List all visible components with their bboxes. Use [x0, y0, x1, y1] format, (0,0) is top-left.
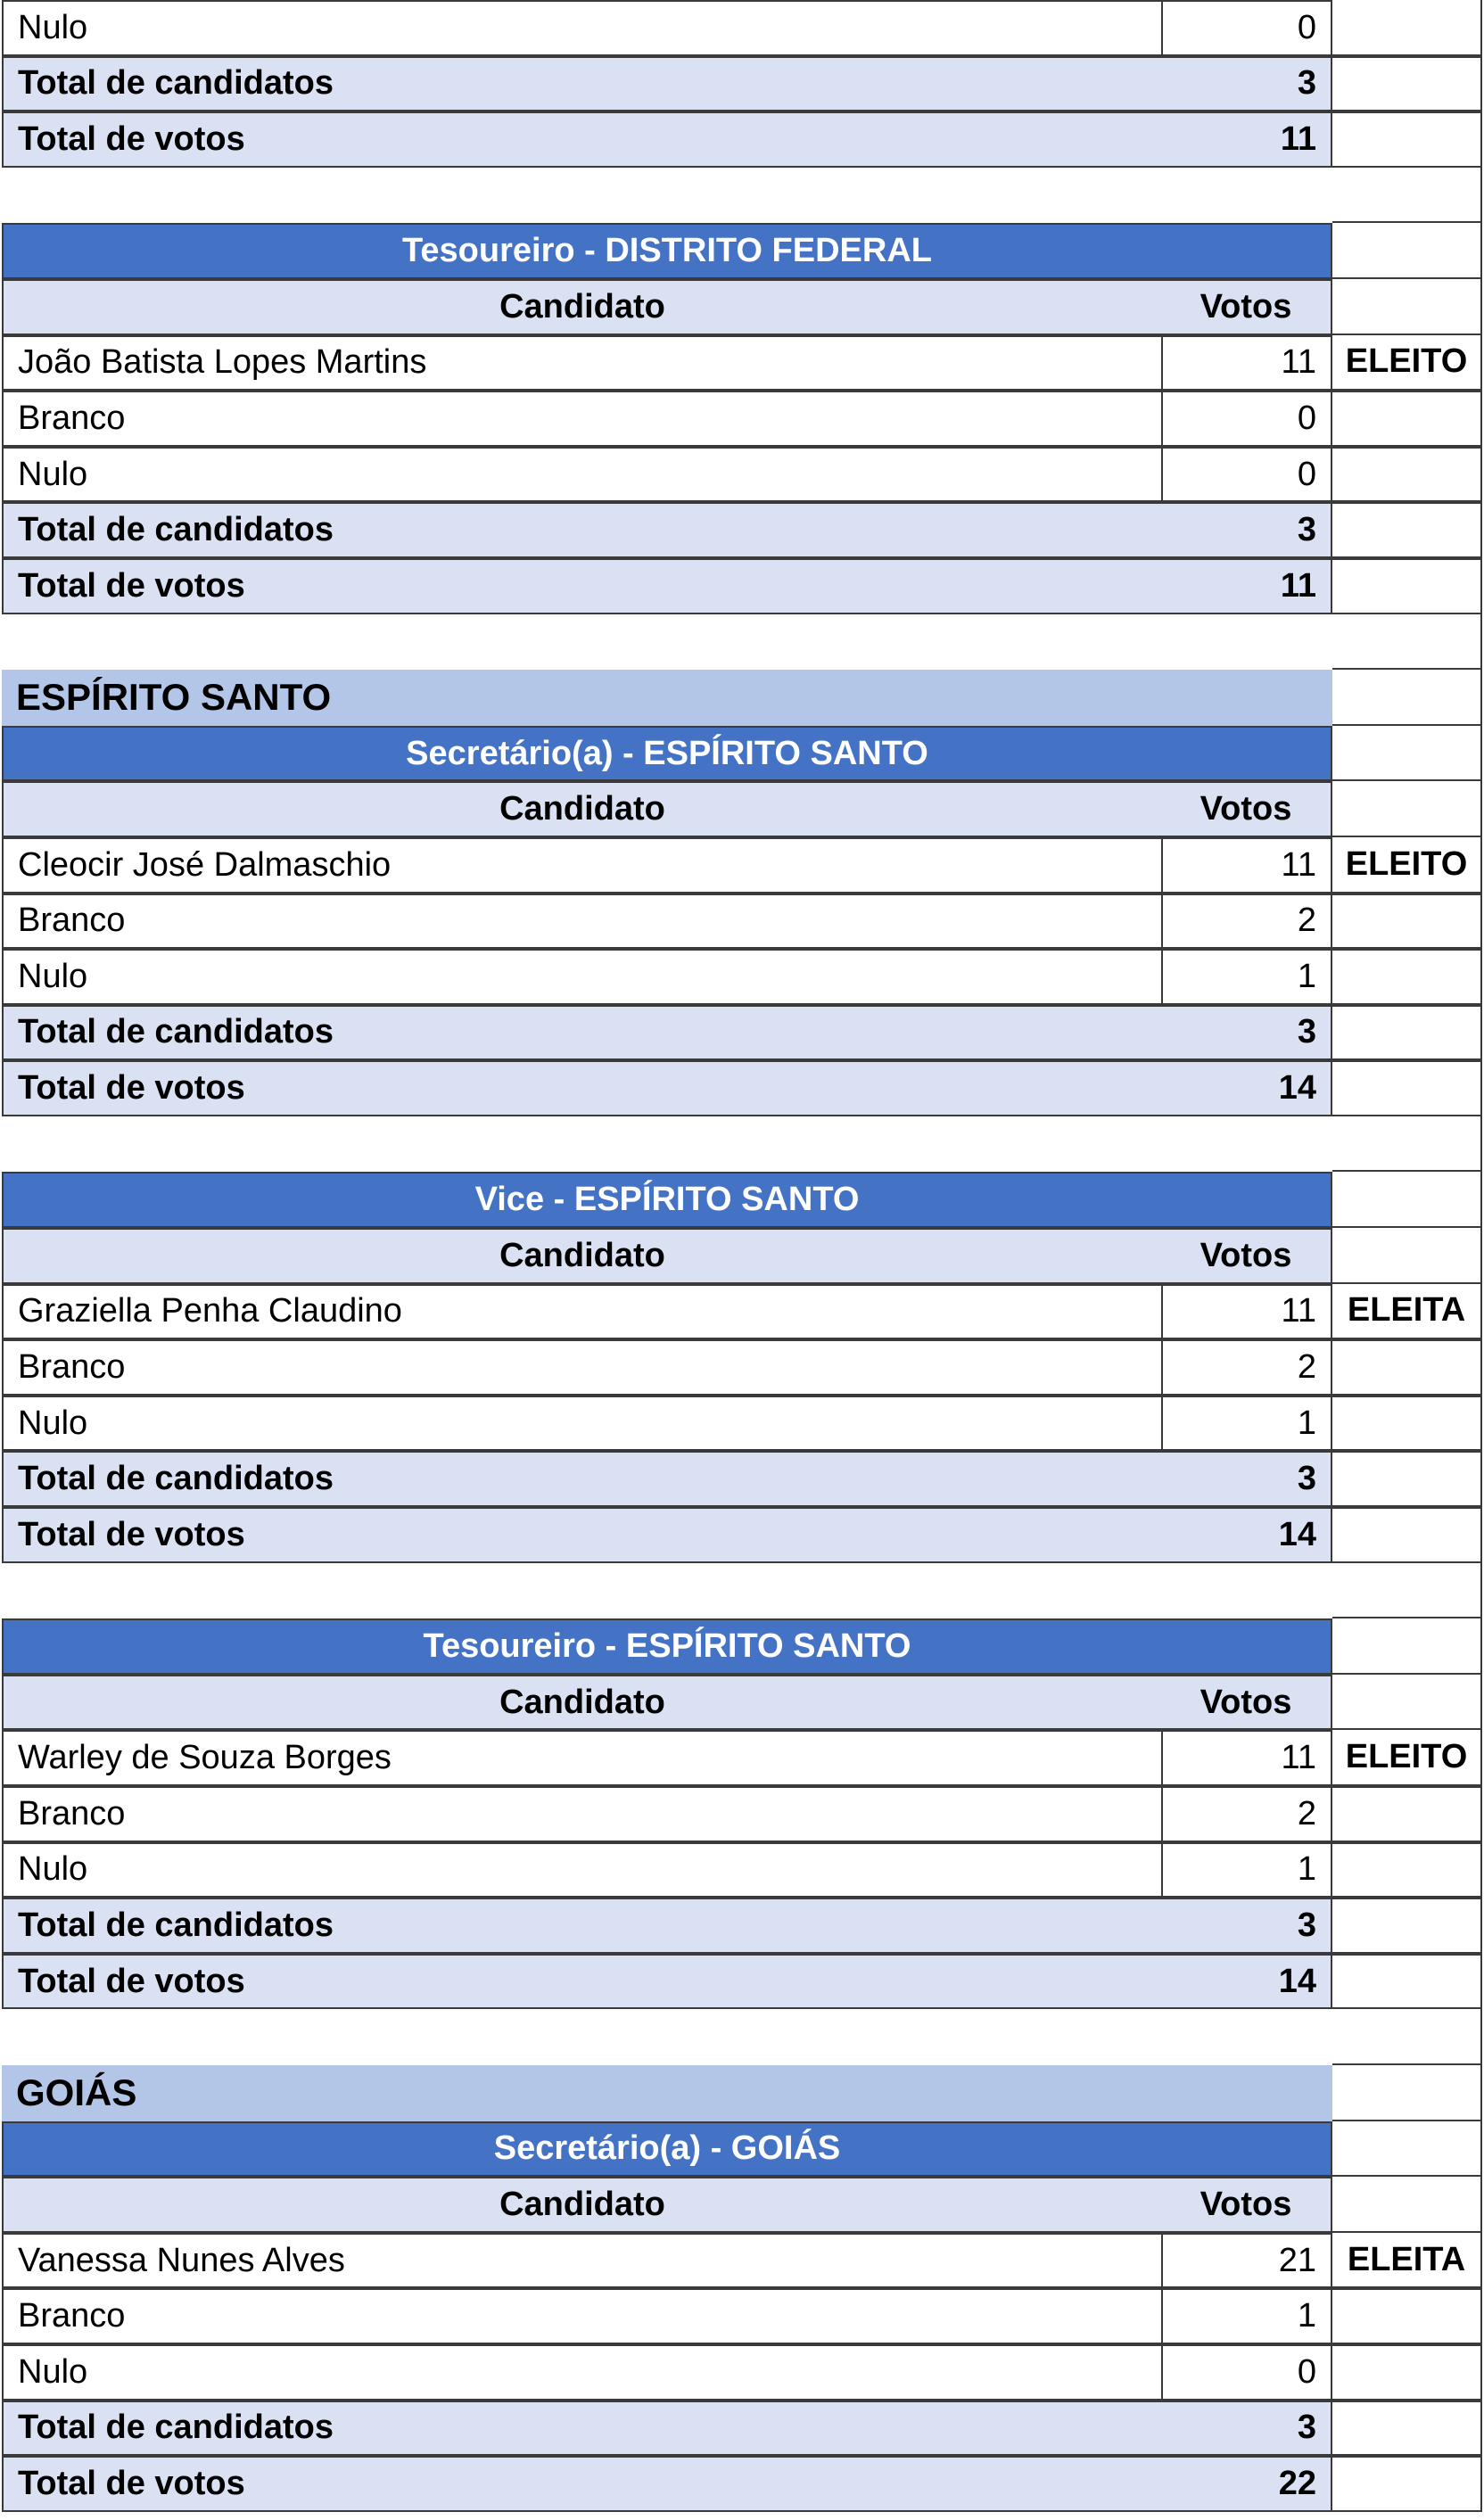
- table-title[interactable]: Secretário(a) - GOIÁS: [2, 2121, 1332, 2178]
- table-row: [0, 1842, 1484, 1898]
- table-total-row: [0, 111, 1484, 168]
- table-row: [0, 1339, 1484, 1396]
- candidate-name-cell[interactable]: Cleocir José Dalmaschio: [2, 837, 1163, 894]
- votes-cell[interactable]: 0: [1161, 2344, 1332, 2401]
- table-header-row: [0, 1675, 1484, 1731]
- table-total-row: [0, 1451, 1484, 1507]
- table-row: [0, 1730, 1484, 1786]
- candidate-name-cell[interactable]: Total de votos: [2, 2456, 1163, 2512]
- result-cell[interactable]: ELEITO: [1332, 1730, 1482, 1786]
- result-cell[interactable]: ELEITO: [1332, 837, 1482, 894]
- result-cell[interactable]: [1332, 1005, 1482, 1061]
- result-cell[interactable]: [1332, 1060, 1482, 1116]
- result-cell[interactable]: [1332, 2401, 1482, 2457]
- result-cell[interactable]: [1332, 1228, 1482, 1284]
- table-header-row: [0, 781, 1484, 837]
- table-title-row: [0, 223, 1484, 279]
- votes-cell[interactable]: 11: [1161, 1730, 1332, 1786]
- candidate-name-cell[interactable]: Total de votos: [2, 558, 1163, 614]
- table-row: [0, 949, 1484, 1005]
- candidate-column-header[interactable]: Candidato: [2, 1228, 1163, 1284]
- state-heading[interactable]: GOIÁS: [2, 2065, 1332, 2121]
- result-cell[interactable]: [1332, 1675, 1482, 1731]
- votes-cell[interactable]: 22: [1161, 2456, 1332, 2512]
- result-cell[interactable]: [1332, 1898, 1482, 1954]
- candidate-name-cell[interactable]: Total de candidatos: [2, 56, 1163, 112]
- table-row: [0, 447, 1484, 503]
- candidate-name-cell[interactable]: Branco: [2, 894, 1163, 950]
- candidate-name-cell[interactable]: Nulo: [2, 447, 1163, 503]
- result-cell[interactable]: [1332, 1563, 1482, 1619]
- table-title[interactable]: Vice - ESPÍRITO SANTO: [2, 1172, 1332, 1228]
- candidate-name-cell[interactable]: Total de candidatos: [2, 1898, 1163, 1954]
- result-cell[interactable]: [1332, 1842, 1482, 1898]
- result-cell[interactable]: [1332, 502, 1482, 558]
- votes-cell[interactable]: 3: [1161, 1005, 1332, 1061]
- candidate-name-cell[interactable]: Total de candidatos: [2, 2401, 1163, 2457]
- result-cell[interactable]: [1332, 614, 1482, 671]
- table-title-row: [0, 726, 1484, 782]
- candidate-name-cell[interactable]: Total de candidatos: [2, 502, 1163, 558]
- spacer-row: [0, 1563, 1484, 1619]
- table-total-row: [0, 1898, 1484, 1954]
- candidate-name-cell[interactable]: Nulo: [2, 0, 1163, 56]
- votes-cell[interactable]: 1: [1161, 1396, 1332, 1452]
- spacer-row: [0, 1116, 1484, 1173]
- table-row: [0, 391, 1484, 447]
- result-cell[interactable]: [1332, 1954, 1482, 2010]
- votes-cell[interactable]: 0: [1161, 391, 1332, 447]
- table-total-row: [0, 502, 1484, 558]
- spacer-row: [0, 614, 1484, 671]
- candidate-name-cell[interactable]: Total de votos: [2, 1507, 1163, 1563]
- result-cell[interactable]: [1332, 1618, 1482, 1675]
- votes-cell[interactable]: 14: [1161, 1954, 1332, 2010]
- votes-column-header[interactable]: Votos: [1161, 1228, 1332, 1284]
- candidate-column-header[interactable]: Candidato: [2, 781, 1163, 837]
- candidate-name-cell[interactable]: Branco: [2, 1339, 1163, 1396]
- votes-cell[interactable]: 21: [1161, 2233, 1332, 2289]
- table-header-row: [0, 279, 1484, 335]
- result-cell[interactable]: [1332, 1172, 1482, 1228]
- votes-cell[interactable]: 2: [1161, 1786, 1332, 1842]
- result-cell[interactable]: [1332, 168, 1482, 224]
- votes-cell[interactable]: 0: [1161, 0, 1332, 56]
- table-header-row: [0, 2177, 1484, 2233]
- candidate-column-header[interactable]: Candidato: [2, 1675, 1163, 1731]
- result-cell[interactable]: [1332, 56, 1482, 112]
- votes-cell[interactable]: 11: [1161, 837, 1332, 894]
- table-row: [0, 2233, 1484, 2289]
- votes-cell[interactable]: 2: [1161, 1339, 1332, 1396]
- candidate-name-cell[interactable]: Nulo: [2, 2344, 1163, 2401]
- votes-cell[interactable]: 3: [1161, 2401, 1332, 2457]
- result-cell[interactable]: [1332, 1451, 1482, 1507]
- candidate-name-cell[interactable]: Nulo: [2, 1842, 1163, 1898]
- candidate-name-cell[interactable]: Total de votos: [2, 1060, 1163, 1116]
- candidate-name-cell[interactable]: Total de votos: [2, 111, 1163, 168]
- votes-cell[interactable]: 1: [1161, 2288, 1332, 2344]
- result-cell[interactable]: [1332, 279, 1482, 335]
- result-cell[interactable]: [1332, 2065, 1482, 2121]
- result-cell[interactable]: [1332, 391, 1482, 447]
- candidate-name-cell[interactable]: Branco: [2, 1786, 1163, 1842]
- result-cell[interactable]: [1332, 2121, 1482, 2178]
- result-cell[interactable]: [1332, 0, 1482, 56]
- table-total-row: [0, 56, 1484, 112]
- result-cell[interactable]: [1332, 670, 1482, 726]
- spacer-row: [0, 168, 1484, 224]
- table-total-row: [0, 1954, 1484, 2010]
- votes-column-header[interactable]: Votos: [1161, 279, 1332, 335]
- table-title[interactable]: Secretário(a) - ESPÍRITO SANTO: [2, 726, 1332, 782]
- votes-cell[interactable]: 1: [1161, 949, 1332, 1005]
- result-cell[interactable]: [1332, 2177, 1482, 2233]
- table-total-row: [0, 558, 1484, 614]
- spacer-row: [0, 2009, 1484, 2065]
- result-cell[interactable]: [1332, 1116, 1482, 1173]
- table-header-row: [0, 1228, 1484, 1284]
- candidate-column-header[interactable]: Candidato: [2, 2177, 1163, 2233]
- table-title[interactable]: Tesoureiro - ESPÍRITO SANTO: [2, 1618, 1332, 1675]
- result-cell[interactable]: [1332, 2288, 1482, 2344]
- table-title-row: [0, 2121, 1484, 2178]
- votes-cell[interactable]: 3: [1161, 1451, 1332, 1507]
- table-row: [0, 2344, 1484, 2401]
- table-title-row: [0, 1618, 1484, 1675]
- table-row: [0, 0, 1484, 56]
- votes-cell[interactable]: 0: [1161, 447, 1332, 503]
- result-cell[interactable]: [1332, 949, 1482, 1005]
- candidate-name-cell[interactable]: Nulo: [2, 1396, 1163, 1452]
- result-cell[interactable]: ELEITO: [1332, 335, 1482, 391]
- table-row: [0, 894, 1484, 950]
- result-cell[interactable]: [1332, 223, 1482, 279]
- result-cell[interactable]: ELEITA: [1332, 2233, 1482, 2289]
- result-cell[interactable]: [1332, 781, 1482, 837]
- result-cell[interactable]: [1332, 447, 1482, 503]
- votes-cell[interactable]: 3: [1161, 56, 1332, 112]
- table-title[interactable]: Tesoureiro - DISTRITO FEDERAL: [2, 223, 1332, 279]
- candidate-name-cell[interactable]: Branco: [2, 391, 1163, 447]
- votes-cell[interactable]: 11: [1161, 1284, 1332, 1340]
- table-total-row: [0, 1507, 1484, 1563]
- candidate-name-cell[interactable]: Warley de Souza Borges: [2, 1730, 1163, 1786]
- votes-cell[interactable]: 3: [1161, 1898, 1332, 1954]
- result-cell[interactable]: [1332, 111, 1482, 168]
- table-row: [0, 837, 1484, 894]
- result-cell[interactable]: [1332, 1786, 1482, 1842]
- table-total-row: [0, 2401, 1484, 2457]
- votes-cell[interactable]: 2: [1161, 894, 1332, 950]
- result-cell[interactable]: [1332, 1339, 1482, 1396]
- result-cell[interactable]: [1332, 558, 1482, 614]
- candidate-name-cell[interactable]: Total de candidatos: [2, 1451, 1163, 1507]
- votes-column-header[interactable]: Votos: [1161, 2177, 1332, 2233]
- result-cell[interactable]: [1332, 1507, 1482, 1563]
- state-heading[interactable]: ESPÍRITO SANTO: [2, 670, 1332, 726]
- table-row: [0, 1786, 1484, 1842]
- candidate-name-cell[interactable]: Total de votos: [2, 1954, 1163, 2010]
- candidate-name-cell[interactable]: João Batista Lopes Martins: [2, 335, 1163, 391]
- table-title-row: [0, 1172, 1484, 1228]
- candidate-name-cell[interactable]: Branco: [2, 2288, 1163, 2344]
- votes-cell[interactable]: 1: [1161, 1842, 1332, 1898]
- table-row: [0, 2288, 1484, 2344]
- result-cell[interactable]: [1332, 2344, 1482, 2401]
- candidate-name-cell[interactable]: Vanessa Nunes Alves: [2, 2233, 1163, 2289]
- votes-cell[interactable]: 3: [1161, 502, 1332, 558]
- table-row: [0, 335, 1484, 391]
- state-heading-row: [0, 670, 1484, 726]
- state-heading-row: [0, 2065, 1484, 2121]
- table-total-row: [0, 1060, 1484, 1116]
- result-cell[interactable]: [1332, 2009, 1482, 2065]
- votes-column-header[interactable]: Votos: [1161, 1675, 1332, 1731]
- votes-column-header[interactable]: Votos: [1161, 781, 1332, 837]
- candidate-name-cell[interactable]: Nulo: [2, 949, 1163, 1005]
- result-cell[interactable]: ELEITA: [1332, 1284, 1482, 1340]
- votes-cell[interactable]: 14: [1161, 1507, 1332, 1563]
- table-total-row: [0, 1005, 1484, 1061]
- candidate-name-cell[interactable]: Graziella Penha Claudino: [2, 1284, 1163, 1340]
- table-row: [0, 1396, 1484, 1452]
- votes-cell[interactable]: 11: [1161, 558, 1332, 614]
- votes-cell[interactable]: 14: [1161, 1060, 1332, 1116]
- candidate-name-cell[interactable]: Total de candidatos: [2, 1005, 1163, 1061]
- candidate-column-header[interactable]: Candidato: [2, 279, 1163, 335]
- result-cell[interactable]: [1332, 726, 1482, 782]
- table-row: [0, 1284, 1484, 1340]
- result-cell[interactable]: [1332, 2456, 1482, 2512]
- result-cell[interactable]: [1332, 894, 1482, 950]
- table-total-row: [0, 2456, 1484, 2512]
- votes-cell[interactable]: 11: [1161, 335, 1332, 391]
- result-cell[interactable]: [1332, 1396, 1482, 1452]
- votes-cell[interactable]: 11: [1161, 111, 1332, 168]
